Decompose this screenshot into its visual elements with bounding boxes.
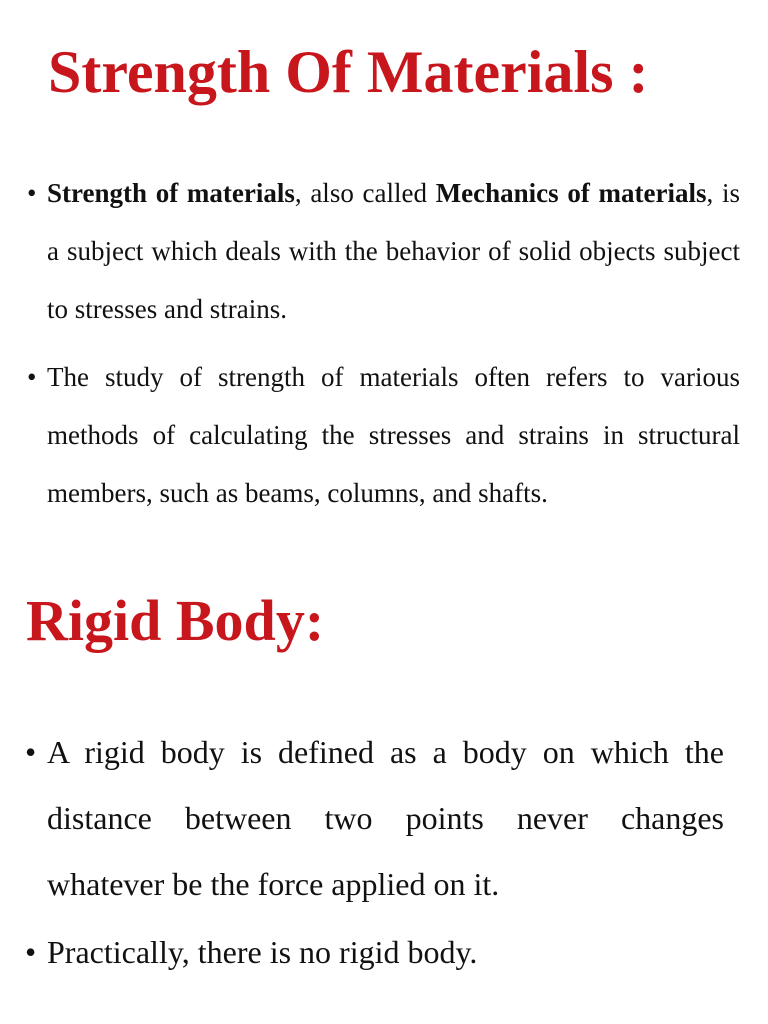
bullet-point-icon: •: [27, 362, 37, 392]
bullet-text: , is a subject which deals with the behavior of solid objects subject to stresses and strains.: [47, 178, 740, 324]
section-title-strength-of-materials: Strength Of Materials :: [48, 39, 649, 105]
bullet-study-methods: [27, 348, 740, 522]
bullet-text: Practically, there is no rigid body.: [47, 934, 478, 970]
bullet-strength-definition: [27, 164, 740, 338]
section-title-rigid-body: Rigid Body:: [26, 588, 325, 653]
bullet-point-icon: •: [25, 734, 37, 770]
bullet-text: , also called: [294, 178, 436, 208]
bullet-point-icon: •: [27, 178, 37, 208]
bullet-text: A rigid body is defined as a body on which the distance between two points never changes whatever be the force applied on it.: [47, 734, 724, 902]
bullet-rigid-body-definition: [25, 719, 724, 917]
bullet-no-rigid-body: [25, 919, 724, 985]
term-strength-of-materials: Strength of materials: [47, 178, 295, 208]
bullet-point-icon: •: [25, 934, 37, 970]
term-mechanics-of-materials: Mechanics of materials: [435, 178, 707, 208]
bullet-text: The study of strength of materials often refers to various methods of calculating the stresses and strains in structural members, such as beams, columns, and shafts.: [47, 362, 740, 508]
